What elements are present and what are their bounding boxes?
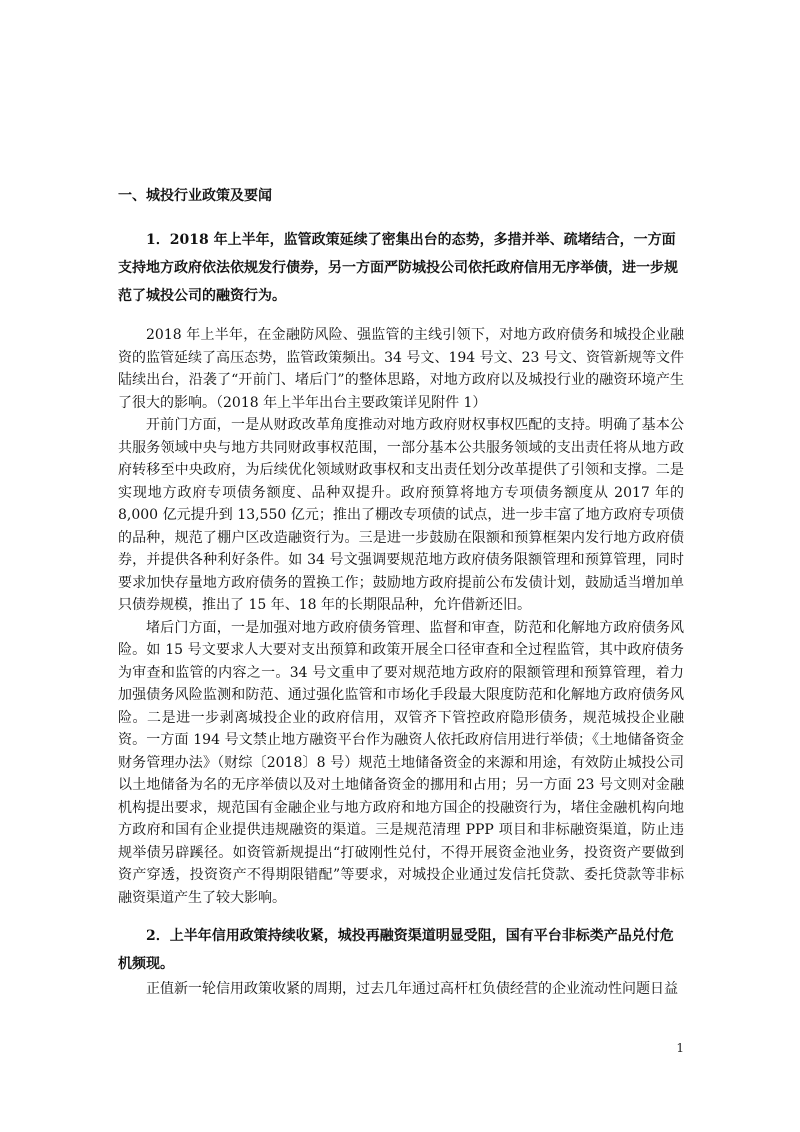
- paragraph-open-front-door: 开前门方面，一是从财政改革角度推动对地方政府财权事权匹配的支持。明确了基本公共服务领域中央与地方共同财政事权范围，一部分基本公共服务领域的支出责任将从地方政府转移至中央政府，为后续优化领域财政事权和支出责任划分改革提供了引领和支撑。二是实现地方政府专项债务额度、品种双提升。政府预算将地方专项债务额度从 2017 年的 8,000 亿元提升到 13,550 亿元；推出了棚改专项债的试点，进一步丰富了地方政府专项债的品种，规范了棚户区改造融资行为。三是进一步鼓励在限额和预算框架内发行地方政府债券，并提供各种利好条件。如 34 号文强调要规范地方政府债务限额管理和预算管理，同时要求加快存量地方政府债务的置换工作；鼓励地方政府提前公布发债计划，鼓励适当增加单只债券规模，推出了 15 年、18 年的长期限品种，允许借新还旧。: [118, 417, 684, 613]
- subheading-2: 2．上半年信用政策持续收紧，城投再融资渠道明显受阻，国有平台非标类产品兑付危机频现。: [118, 928, 674, 972]
- paragraph-overview: 2018 年上半年，在金融防风险、强监管的主线引领下，对地方政府债务和城投企业融资的监管延续了高压态势，监管政策频出。34 号文、194 号文、23 号文、资管新规等文件陆续出台，沿袭了“开前门、堵后门”的整体思路，对地方政府以及城投行业的融资环境产生了很大的影响。（2018 年上半年出台主要政策详见附件 1）: [118, 327, 684, 411]
- section-heading: 一、城投行业政策及要闻: [118, 188, 272, 204]
- paragraph-block-back-door: 堵后门方面，一是加强对地方政府债务管理、监督和审查，防范和化解地方政府债务风险。如 15 号文要求人大要对支出预算和政策开展全口径审查和全过程监管，其中政府债务为审查和监管的内容之一。34 号文重申了要对规范地方政府的限额管理和预算管理，着力加强债务风险监测和防范、通过强化监管和市场化手段最大限度防范和化解地方政府债务风险。二是进一步剥离城投企业的政府信用，双管齐下管控政府隐形债务，规范城投企业融资。一方面 194 号文禁止地方融资平台作为融资人依托政府信用进行举债；《土地储备资金财务管理办法》（财综〔2018〕8 号）规范土地储备资金的来源和用途，有效防止城投公司以土地储备为名的无序举债以及对土地储备资金的挪用和占用；另一方面 23 号文则对金融机构提出要求，规范国有金融企业与地方政府和地方国企的投融资行为，堵住金融机构向地方政府和国有企业提供违规融资的渠道。三是规范清理 PPP 项目和非标融资渠道，防止违规举债另辟蹊径。如资管新规提出“打破刚性兑付，不得开展资金池业务，投资资产要做到资产穿透，投资资产不得期限错配”等要求，对城投企业通过发信托贷款、委托贷款等非标融资渠道产生了较大影响。: [118, 619, 684, 906]
- page-number: 1: [676, 1041, 684, 1055]
- document-body: [118, 184, 684, 1001]
- paragraph-credit-tightening: 正值新一轮信用政策收紧的周期，过去几年通过高杆杠负债经营的企业流动性问题日益: [146, 981, 678, 997]
- subheading-1: 1．2018 年上半年，监管政策延续了密集出台的态势，多措并举、疏堵结合，一方面支持地方政府依法依规发行债券，另一方面严防城投公司依托政府信用无序举债，进一步规范了城投公司的融资行为。: [118, 232, 678, 304]
